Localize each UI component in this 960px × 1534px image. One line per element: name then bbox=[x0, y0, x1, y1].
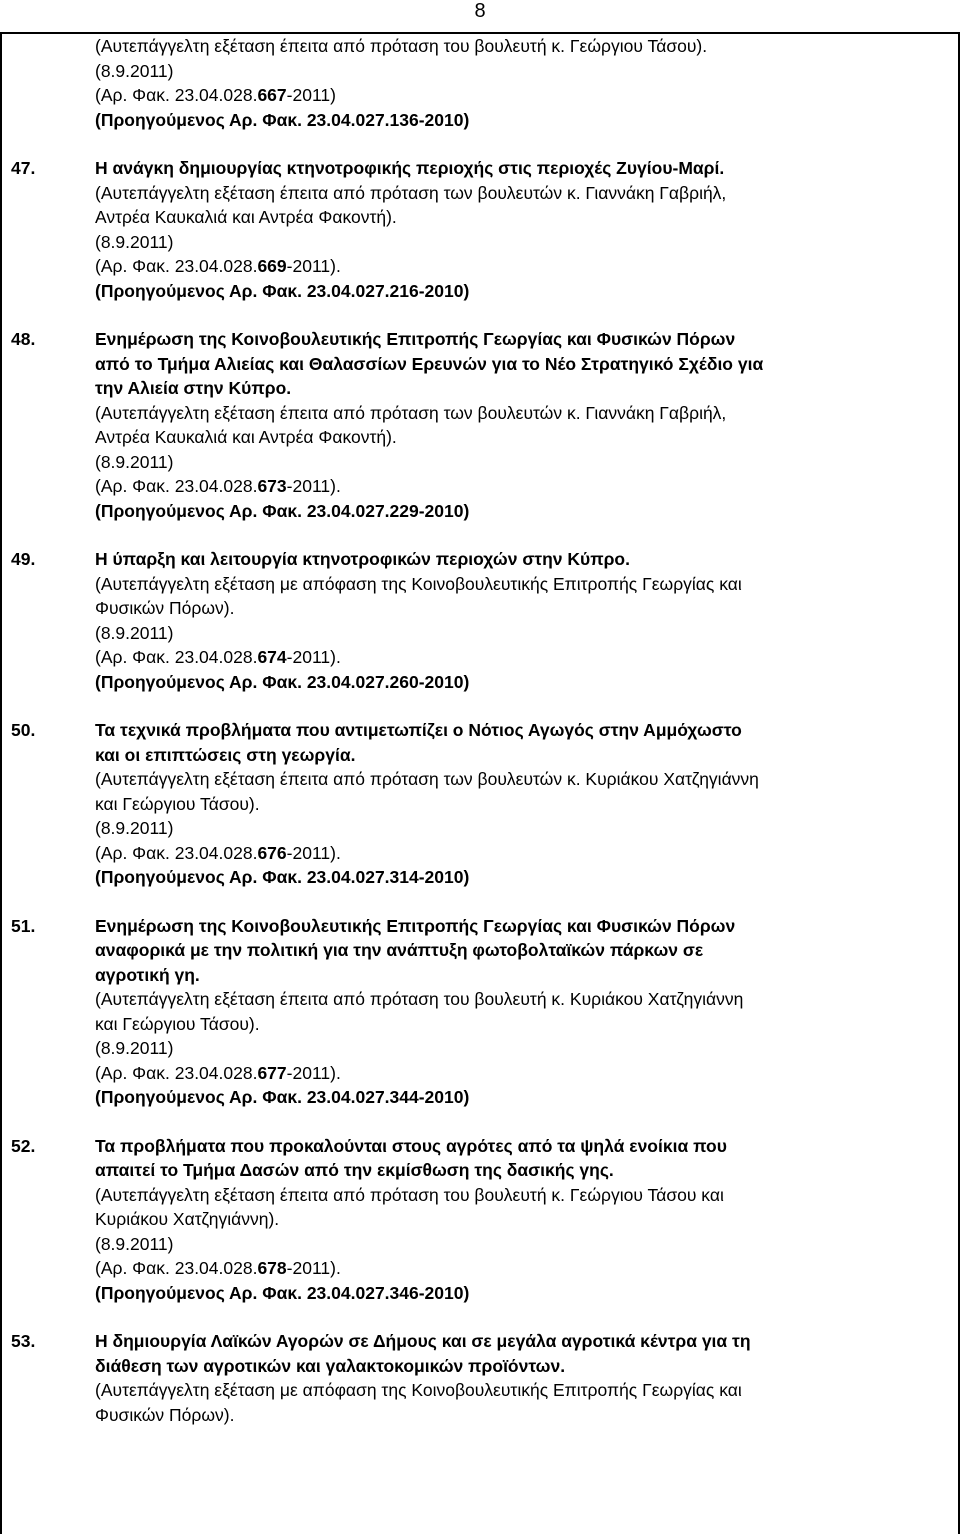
item-title: και οι επιπτώσεις στη γεωργία. bbox=[95, 744, 356, 765]
item-line: (Αυτεπάγγελτη εξέταση έπειτα από πρόταση του βουλευτή κ. Γεώργιου Τάσου). bbox=[95, 36, 708, 56]
item-number: 53. bbox=[11, 1331, 36, 1351]
item-title: αναφορικά με την πολιτική για την ανάπτυξη φωτοβολταϊκών πάρκων σε bbox=[95, 940, 704, 960]
previous-file-number: (Προηγούμενος Αρ. Φακ. 23.04.027.314-2010) bbox=[95, 867, 470, 887]
item-line: Κυριάκου Χατζηγιάννη). bbox=[95, 1209, 280, 1229]
item-line: Αντρέα Καυκαλιά και Αντρέα Φακοντή). bbox=[95, 427, 397, 447]
previous-file-number: (Προηγούμενος Αρ. Φακ. 23.04.027.344-2010) bbox=[95, 1087, 470, 1107]
item-number: 52. bbox=[11, 1135, 36, 1156]
item-number: 51. bbox=[11, 915, 36, 936]
item-title: Τα προβλήματα που προκαλούνται στους αγρότες από τα ψηλά ενοίκια που bbox=[95, 1135, 727, 1156]
agenda-item-48 bbox=[0, 327, 960, 523]
item-number: 48. bbox=[11, 329, 36, 349]
item-title: Ενημέρωση της Κοινοβουλευτικής Επιτροπής Γεωργίας και Φυσικών Πόρων bbox=[95, 329, 736, 349]
item-date: (8.9.2011) bbox=[95, 451, 174, 472]
previous-file-number: (Προηγούμενος Αρ. Φακ. 23.04.027.216-2010) bbox=[95, 280, 470, 301]
item-line: (Αυτεπάγγελτη εξέταση έπειτα από πρόταση του βουλευτή κ. Γεώργιου Τάσου και bbox=[95, 1184, 724, 1205]
agenda-item-50 bbox=[0, 718, 960, 890]
item-title: από το Τμήμα Αλιείας και Θαλασσίων Ερευνών για το Νέο Στρατηγικό Σχέδιο για bbox=[95, 353, 764, 374]
item-title: Ενημέρωση της Κοινοβουλευτικής Επιτροπής Γεωργίας και Φυσικών Πόρων bbox=[95, 915, 736, 936]
previous-file-number: (Προηγούμενος Αρ. Φακ. 23.04.027.260-2010) bbox=[95, 671, 470, 692]
item-date: (8.9.2011) bbox=[95, 622, 174, 643]
item-line: (Αυτεπάγγελτη εξέταση έπειτα από πρόταση των βουλευτών κ. Γιαννάκη Γαβριήλ, bbox=[95, 402, 727, 423]
agenda-item-51 bbox=[0, 914, 960, 1110]
agenda-item-53 bbox=[0, 1329, 960, 1427]
item-date: (8.9.2011) bbox=[95, 1233, 174, 1254]
item-title: Η ύπαρξη και λειτουργία κτηνοτροφικών περιοχών στην Κύπρο. bbox=[95, 549, 630, 569]
item-title: Τα τεχνικά προβλήματα που αντιμετωπίζει ο Νότιος Αγωγός στην Αμμόχωστο bbox=[95, 720, 742, 740]
item-line: Αντρέα Καυκαλιά και Αντρέα Φακοντή). bbox=[95, 207, 397, 227]
item-line: και Γεώργιου Τάσου). bbox=[95, 793, 260, 814]
item-title: αγροτική γη. bbox=[95, 964, 200, 985]
previous-file-number: (Προηγούμενος Αρ. Φακ. 23.04.027.346-2010) bbox=[95, 1282, 470, 1303]
page-number: 8 bbox=[474, 0, 486, 22]
item-title: Η ανάγκη δημιουργίας κτηνοτροφικής περιοχής στις περιοχές Ζυγίου-Μαρί. bbox=[95, 158, 725, 178]
item-number: 50. bbox=[11, 720, 36, 740]
file-number: (Αρ. Φακ. 23.04.028.676-2011). bbox=[95, 842, 341, 863]
agenda-content bbox=[0, 34, 960, 1427]
item-line: Φυσικών Πόρων). bbox=[95, 1404, 235, 1425]
item-date: (8.9.2011) bbox=[95, 231, 174, 252]
item-number: 49. bbox=[11, 549, 36, 569]
agenda-item-52 bbox=[0, 1134, 960, 1306]
file-number: (Αρ. Φακ. 23.04.028.677-2011). bbox=[95, 1062, 341, 1083]
item-date: (8.9.2011) bbox=[95, 818, 174, 838]
item-date: (8.9.2011) bbox=[95, 60, 174, 81]
item-line: (Αυτεπάγγελτη εξέταση με απόφαση της Κοινοβουλευτικής Επιτροπής Γεωργίας και bbox=[95, 573, 742, 594]
intro-item bbox=[0, 34, 960, 132]
item-title: την Αλιεία στην Κύπρο. bbox=[95, 378, 292, 398]
previous-file-number: (Προηγούμενος Αρ. Φακ. 23.04.027.229-2010) bbox=[95, 500, 470, 521]
item-line: και Γεώργιου Τάσου). bbox=[95, 1013, 260, 1034]
item-line: (Αυτεπάγγελτη εξέταση έπειτα από πρόταση του βουλευτή κ. Κυριάκου Χατζηγιάννη bbox=[95, 989, 744, 1009]
agenda-item-47 bbox=[0, 156, 960, 303]
previous-file-number: (Προηγούμενος Αρ. Φακ. 23.04.027.136-2010) bbox=[95, 109, 470, 130]
file-number: (Αρ. Φακ. 23.04.028.673-2011). bbox=[95, 476, 341, 496]
item-date: (8.9.2011) bbox=[95, 1038, 174, 1058]
item-title: διάθεση των αγροτικών και γαλακτοκομικών προϊόντων. bbox=[95, 1355, 566, 1376]
item-title: απαιτεί το Τμήμα Δασών από την εκμίσθωση της δασικής γης. bbox=[95, 1160, 614, 1180]
item-line: (Αυτεπάγγελτη εξέταση έπειτα από πρόταση των βουλευτών κ. Κυριάκου Χατζηγιάννη bbox=[95, 769, 759, 789]
agenda-item-49 bbox=[0, 547, 960, 694]
file-number: (Αρ. Φακ. 23.04.028.674-2011). bbox=[95, 647, 341, 667]
file-number: (Αρ. Φακ. 23.04.028.669-2011). bbox=[95, 256, 341, 276]
item-title: Η δημιουργία Λαϊκών Αγορών σε Δήμους και σε μεγάλα αγροτικά κέντρα για τη bbox=[95, 1331, 751, 1351]
item-line: (Αυτεπάγγελτη εξέταση έπειτα από πρόταση των βουλευτών κ. Γιαννάκη Γαβριήλ, bbox=[95, 182, 727, 203]
file-number: (Αρ. Φακ. 23.04.028.678-2011). bbox=[95, 1258, 341, 1278]
item-line: (Αυτεπάγγελτη εξέταση με απόφαση της Κοινοβουλευτικής Επιτροπής Γεωργίας και bbox=[95, 1380, 742, 1400]
item-line: Φυσικών Πόρων). bbox=[95, 598, 235, 618]
file-number: (Αρ. Φακ. 23.04.028.667-2011) bbox=[95, 85, 336, 105]
item-number: 47. bbox=[11, 158, 36, 178]
